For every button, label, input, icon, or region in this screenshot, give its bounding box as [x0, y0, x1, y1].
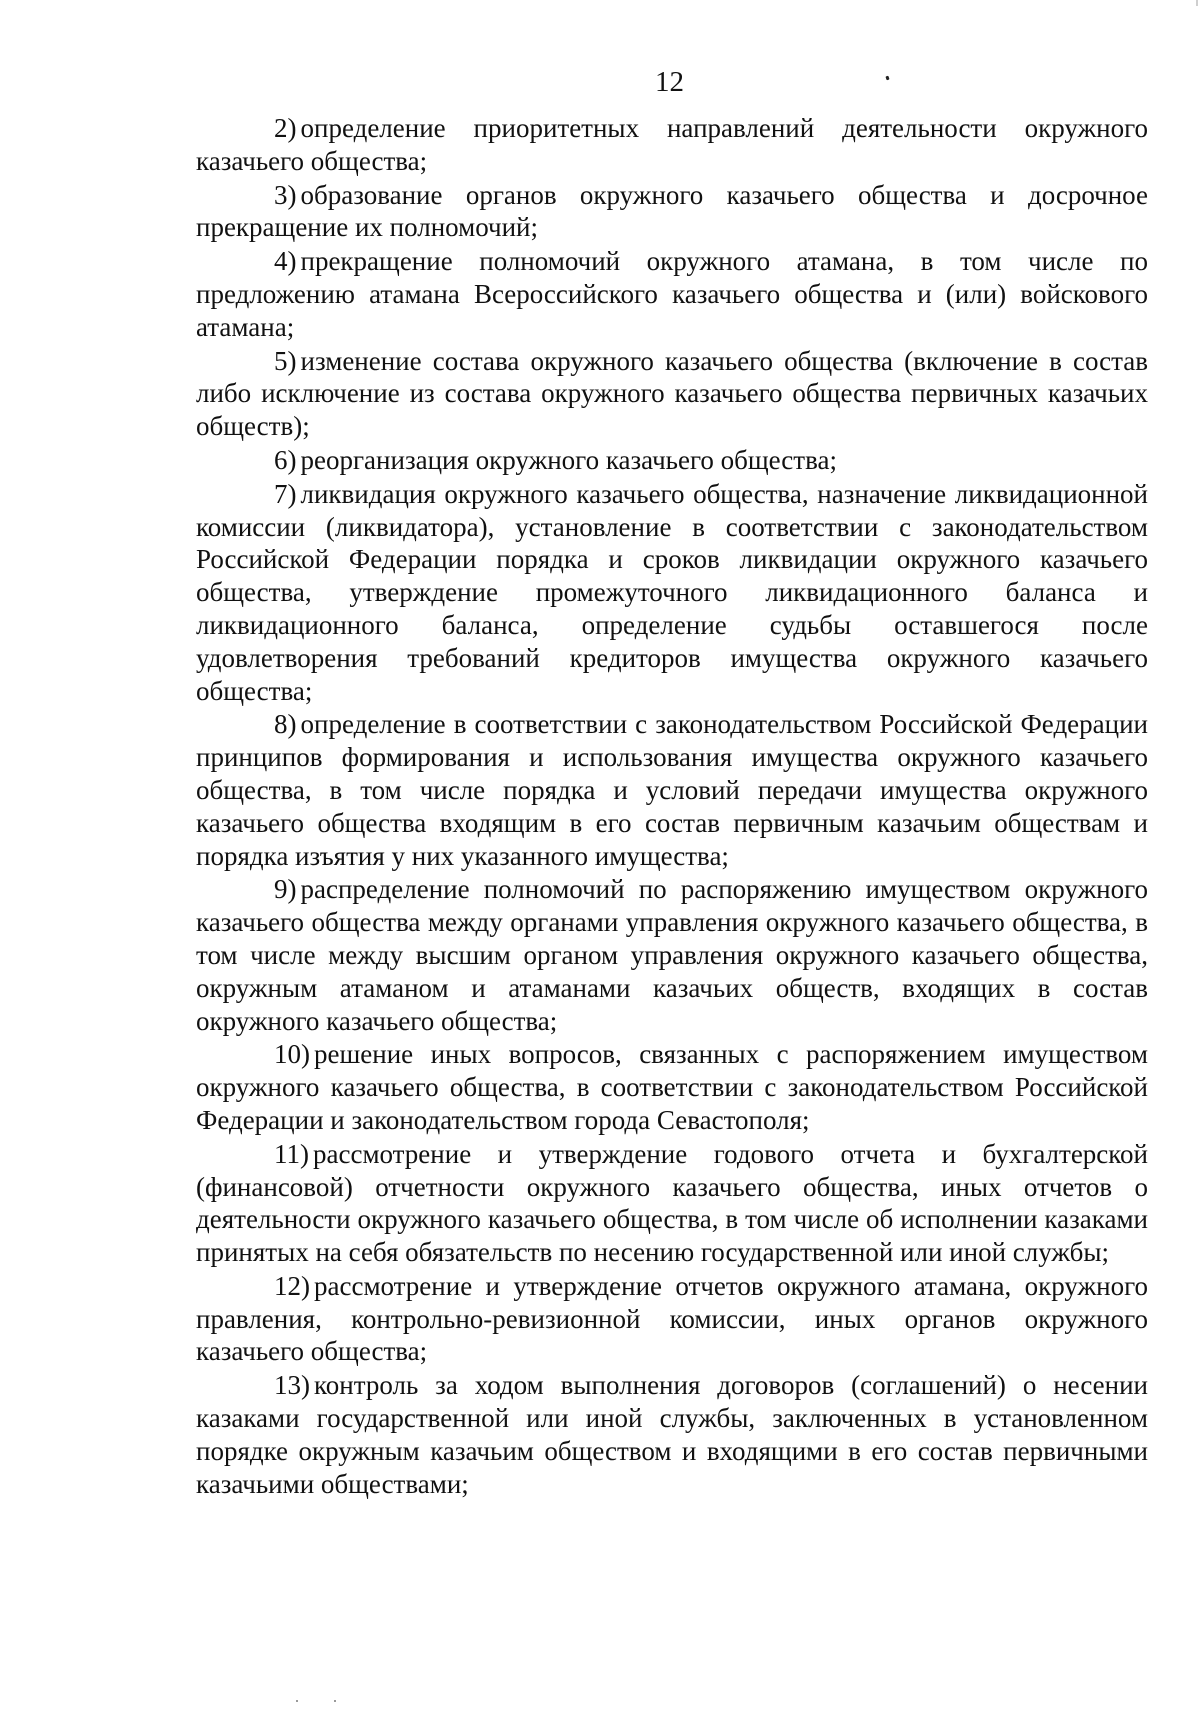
item-text: прекращение полномочий окружного атамана, в том числе по предложению атамана Всероссийского казачьего общества и (или) войскового атамана;	[196, 246, 1148, 342]
item-text: рассмотрение и утверждение годового отчета и бухгалтерской (финансовой) отчетности окружного казачьего общества, иных отчетов о деятельности окружного казачьего общества, в том числе об исполнении казаками принятых на себя обязательств по несению государственной или иной службы;	[196, 1138, 1148, 1268]
item-text: реорганизация окружного казачьего общества;	[300, 444, 837, 475]
item-text: контроль за ходом выполнения договоров (соглашений) о несении казаками государственной или иной службы, заключенных в установленном порядке окружным казачьим обществом и входящими в его состав первичными казачьими обществами;	[196, 1370, 1148, 1499]
list-item-12	[196, 1270, 1148, 1368]
list-item-11	[196, 1138, 1148, 1269]
list-item-8	[196, 708, 1148, 872]
item-text: распределение полномочий по распоряжению имуществом окружного казачьего общества между органами управления окружного казачьего общества, в том числе между высшим органом управления окружного казачьего общества, окружным атаманом и атаманами казачьих обществ, входящих в состав окружного казачьего общества;	[196, 874, 1148, 1036]
page-header	[0, 64, 1200, 100]
item-text: ликвидация окружного казачьего общества, назначение ликвидационной комиссии (ликвидатора), установление в соответствии с законодательством Российской Федерации порядка и сроков ликвидации окружного казачьего общества, утверждение промежуточного ликвидационного баланса и ликвидационного баланса, определение судьбы оставшегося после удовлетворения требований кредиторов имущества окружного казачьего общества;	[196, 478, 1148, 706]
list-item-4	[196, 245, 1148, 343]
item-text: образование органов окружного казачьего общества и досрочное прекращение их полномочий;	[196, 179, 1148, 243]
item-text: рассмотрение и утверждение отчетов окружного атамана, окружного правления, контрольно-ревизионной комиссии, иных органов окружного казачьего общества;	[196, 1270, 1148, 1367]
item-number: 2)	[274, 113, 297, 143]
item-number: 12)	[274, 1270, 310, 1301]
item-text: изменение состава окружного казачьего общества (включение в состав либо исключение из состава окружного казачьего общества первичных казачьих обществ);	[196, 345, 1148, 442]
item-number: 3)	[274, 179, 297, 210]
scan-specks	[296, 1700, 356, 1704]
list-item-2	[196, 112, 1148, 178]
item-text: решение иных вопросов, связанных с распоряжением имуществом окружного казачьего общества, в соответствии с законодательством Российской Федерации и законодательством города Севастополя;	[196, 1039, 1148, 1135]
list-item-10	[196, 1038, 1148, 1136]
scan-edge-mark	[1196, 0, 1198, 6]
document-body	[196, 112, 1148, 1501]
item-number: 7)	[274, 478, 297, 509]
item-number: 5)	[274, 345, 297, 376]
item-number: 9)	[274, 874, 297, 905]
item-number: 4)	[274, 246, 297, 277]
item-number: 8)	[274, 709, 297, 740]
list-item-6	[196, 444, 1148, 477]
list-item-5	[196, 345, 1148, 443]
item-text: определение в соответствии с законодательством Российской Федерации принципов формирования и использования имущества окружного казачьего общества, в том числе порядка и условий передачи имущества окружного казачьего общества входящим в его состав первичным казачьим обществам и порядка изъятия у них указанного имущества;	[196, 709, 1148, 871]
item-number: 13)	[274, 1370, 310, 1401]
item-number: 11)	[274, 1138, 309, 1169]
item-number: 10)	[274, 1039, 310, 1070]
list-item-3	[196, 179, 1148, 245]
page-number: 12	[655, 66, 684, 98]
list-item-7	[196, 478, 1148, 708]
item-number: 6)	[274, 444, 297, 475]
list-item-13	[196, 1369, 1148, 1500]
list-item-9	[196, 873, 1148, 1037]
item-text: определение приоритетных направлений деятельности окружного казачьего общества;	[196, 113, 1148, 176]
